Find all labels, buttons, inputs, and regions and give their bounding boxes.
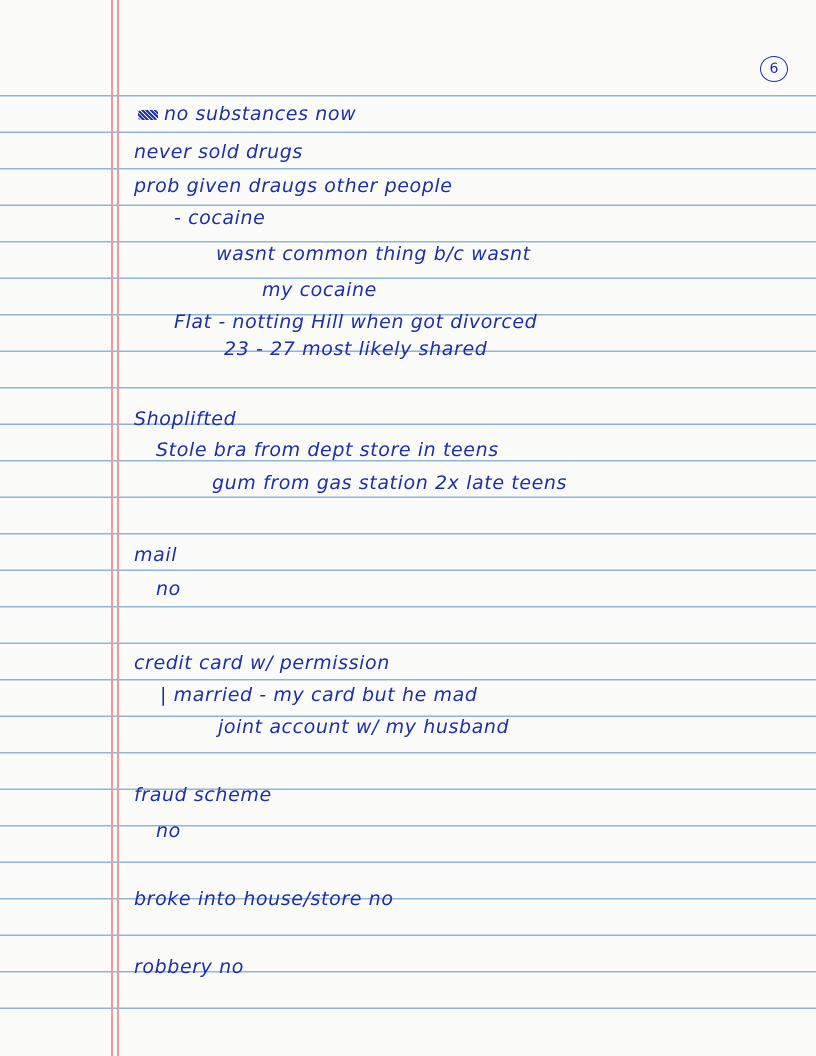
note-line: robbery no <box>134 956 245 978</box>
note-text: no substances now <box>164 103 357 125</box>
margin-line <box>111 0 113 1056</box>
note-line: wasnt common thing b/c wasnt <box>216 243 531 265</box>
note-line <box>138 105 356 124</box>
note-line: broke into house/store no <box>134 888 394 910</box>
note-line: joint account w/ my husband <box>218 716 510 738</box>
margin-line <box>117 0 119 1056</box>
page-number <box>760 56 788 82</box>
note-line: never sold drugs <box>134 141 303 163</box>
note-line: gum from gas station 2x late teens <box>212 472 568 494</box>
note-line: - cocaine <box>174 207 266 229</box>
note-line: Flat - notting Hill when got divorced <box>174 311 538 333</box>
scribble-mark <box>138 110 158 120</box>
note-line: Shoplifted <box>134 408 237 430</box>
note-line: credit card w/ permission <box>134 652 390 674</box>
note-line: 23 - 27 most likely shared <box>224 338 488 360</box>
note-line: mail <box>134 544 178 566</box>
note-line: fraud scheme <box>134 784 272 806</box>
note-line: Stole bra from dept store in teens <box>156 439 499 461</box>
note-line: | married - my card but he mad <box>160 684 478 706</box>
note-line: no <box>156 578 181 600</box>
note-line: prob given draugs other people <box>134 175 453 197</box>
note-line: my cocaine <box>262 279 377 301</box>
page-number-text: 6 <box>769 61 779 77</box>
note-line: no <box>156 820 181 842</box>
